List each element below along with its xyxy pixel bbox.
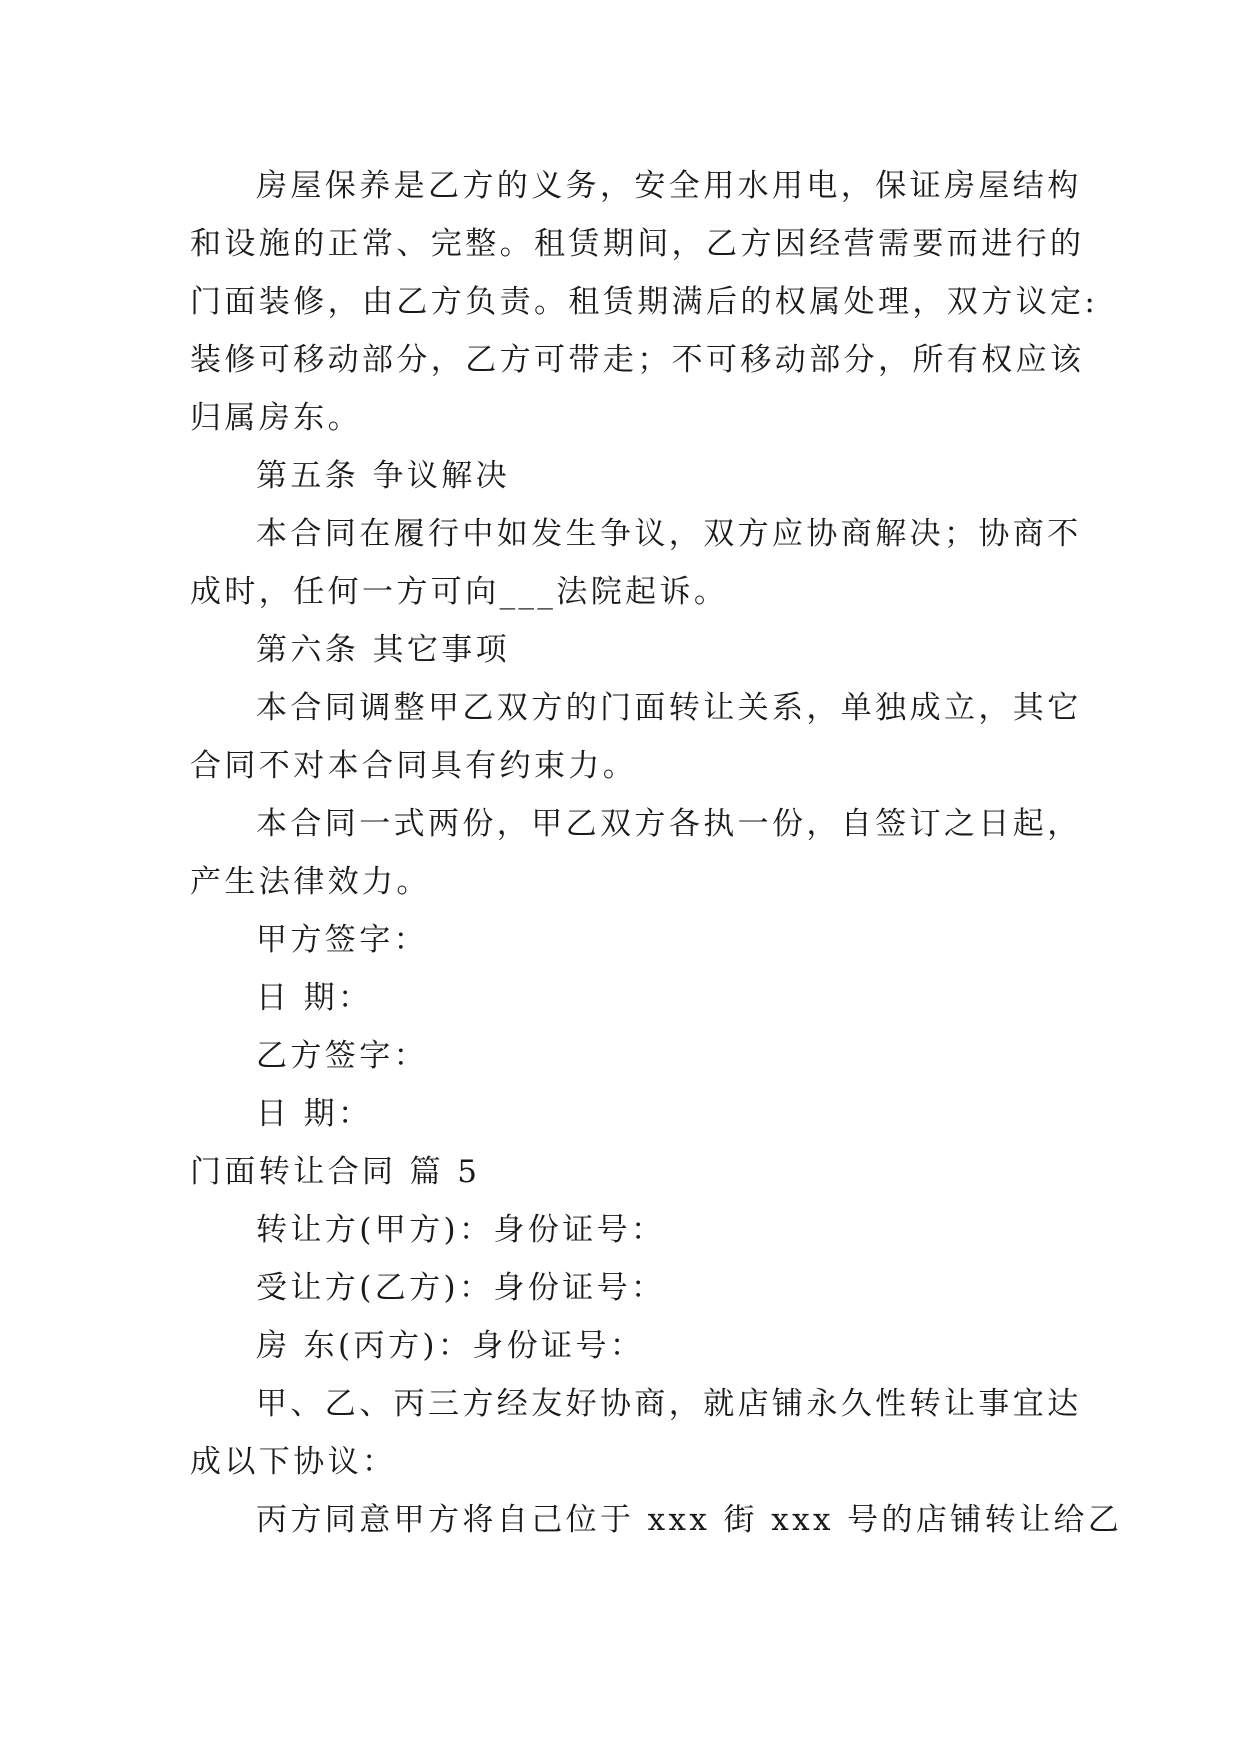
paragraph-line: 合同不对本合同具有约束力。 <box>190 748 638 784</box>
paragraph-line: 本合同一式两份，甲乙双方各执一份，自签订之日起， <box>256 806 1082 842</box>
paragraph-line: 房屋保养是乙方的义务，安全用水用电，保证房屋结构 <box>256 168 1082 204</box>
paragraph-line: 丙方同意甲方将自己位于 xxx 街 xxx 号的店铺转让给乙 <box>256 1502 1123 1538</box>
paragraph-line: 成时，任何一方可向___法院起诉。 <box>190 574 729 610</box>
paragraph-line: 装修可移动部分，乙方可带走；不可移动部分，所有权应该 <box>190 342 1085 378</box>
paragraph-line: 门面装修，由乙方负责。租赁期满后的权属处理，双方议定: <box>190 284 1099 320</box>
signature-label: 乙方签字： <box>256 1038 428 1074</box>
party-line: 房 东(丙方)：身份证号： <box>256 1328 645 1364</box>
party-line: 转让方(甲方)：身份证号： <box>256 1212 666 1248</box>
party-line: 受让方(乙方)：身份证号： <box>256 1270 666 1306</box>
paragraph-line: 产生法律效力。 <box>190 864 431 900</box>
paragraph-line: 成以下协议： <box>190 1444 397 1480</box>
signature-label: 甲方签字： <box>256 922 428 958</box>
section-heading: 第六条 其它事项 <box>256 632 511 668</box>
paragraph-line: 归属房东。 <box>190 400 362 436</box>
paragraph-line: 本合同在履行中如发生争议，双方应协商解决；协商不 <box>256 516 1082 552</box>
section-heading: 第五条 争议解决 <box>256 458 511 494</box>
date-label: 日 期： <box>256 980 373 1016</box>
document-title: 门面转让合同 篇 5 <box>190 1154 481 1190</box>
paragraph-line: 甲、乙、丙三方经友好协商，就店铺永久性转让事宜达 <box>256 1386 1082 1422</box>
paragraph-line: 和设施的正常、完整。租赁期间，乙方因经营需要而进行的 <box>190 226 1085 262</box>
date-label: 日 期： <box>256 1096 373 1132</box>
paragraph-line: 本合同调整甲乙双方的门面转让关系，单独成立，其它 <box>256 690 1082 726</box>
